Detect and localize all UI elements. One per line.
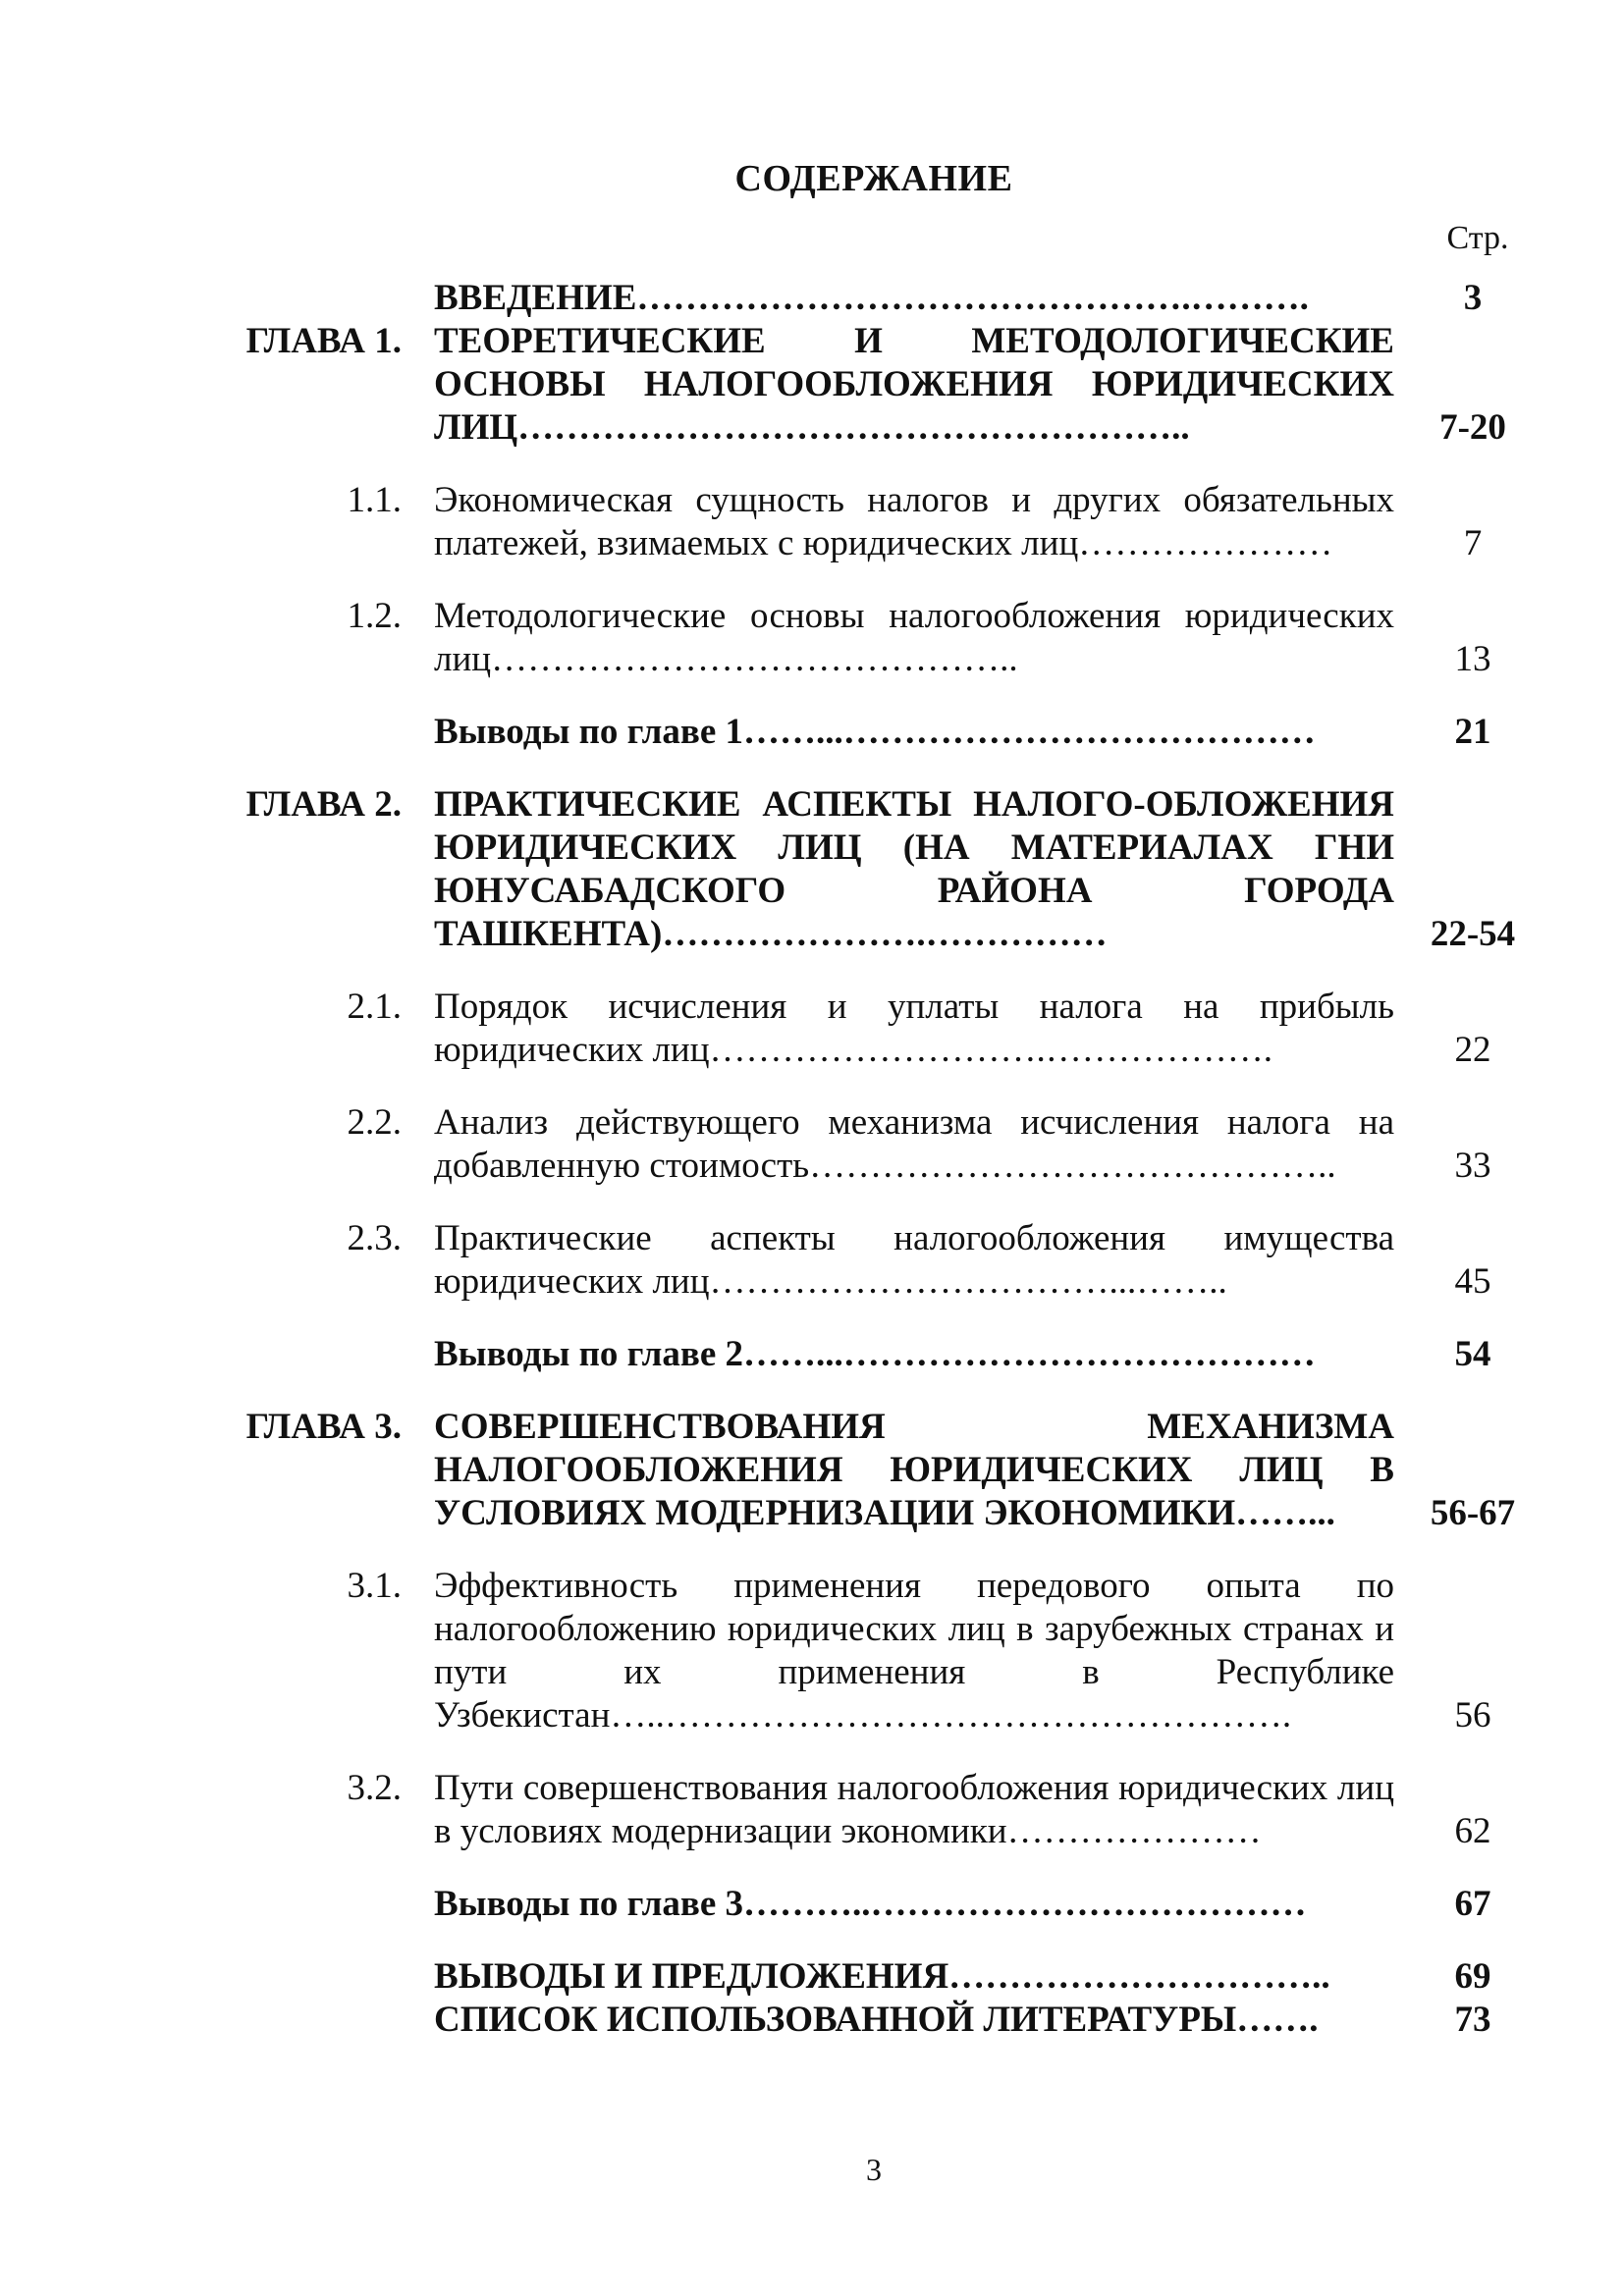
toc-entry-page: 62 [1454, 1811, 1491, 1851]
toc-entry-conclusions-and-proposals[interactable] [0, 1955, 1624, 1999]
toc-entry-page: 22 [1454, 1030, 1491, 1070]
toc-entry-section-1-1[interactable] [0, 479, 1624, 565]
toc-entry-label: 1.1. [347, 480, 402, 520]
toc-entry-conclusions-1[interactable] [0, 711, 1624, 754]
toc-entry-label: 3.2. [347, 1768, 402, 1808]
toc-entry-text: Экономическая сущность налогов и других обязательных платежей, взимаемых с юридических лиц………………… [434, 480, 1394, 563]
toc-entry-label: ГЛАВА 1. [245, 321, 402, 361]
toc-entry-text: ВЫВОДЫ И ПРЕДЛОЖЕНИЯ………………………….. [434, 1956, 1330, 1997]
toc-entry-text: Анализ действующего механизма исчисления налога на добавленную стоимость…………………………………….. [434, 1102, 1394, 1186]
toc-entry-label: 1.2. [347, 596, 402, 636]
toc-entry-text: ВВЕДЕНИЕ……………………………………….………. [434, 278, 1309, 318]
toc-entry-text: Выводы по главе 1……...………………………………… [434, 712, 1316, 752]
page-number: 3 [866, 2152, 882, 2187]
toc-entry-introduction[interactable] [0, 277, 1624, 320]
toc-entry-section-1-2[interactable] [0, 595, 1624, 681]
toc-entry-label: 2.3. [347, 1218, 402, 1258]
toc-entry-section-2-1[interactable] [0, 986, 1624, 1072]
toc-entry-text: Пути совершенствования налогообложения юридических лиц в условиях модернизации экономики………………… [434, 1768, 1394, 1851]
toc-entry-label: 3.1. [347, 1566, 402, 1606]
page-title: СОДЕРЖАНИЕ [734, 158, 1013, 199]
toc-entry-chapter-3[interactable] [0, 1406, 1624, 1535]
toc-entry-text: Порядок исчисления и уплаты налога на прибыль юридических лиц……………………….………………. [434, 987, 1394, 1070]
toc-entry-text: Методологические основы налогообложения юридических лиц…………………………………….. [434, 596, 1394, 679]
table-of-contents [0, 277, 1624, 2071]
toc-entry-text: Эффективность применения передового опыта по налогообложению юридических лиц в зарубежных странах и пути их применения в Республике Узбекистан…..……………………………………………. [434, 1566, 1394, 1735]
toc-entry-text: Выводы по главе 3………..……………………………… [434, 1884, 1307, 1924]
toc-entry-conclusions-3[interactable] [0, 1883, 1624, 1926]
toc-entry-section-2-3[interactable] [0, 1217, 1624, 1304]
toc-entry-text: ПРАКТИЧЕСКИЕ АСПЕКТЫ НАЛОГО-ОБЛОЖЕНИЯ ЮРИДИЧЕСКИХ ЛИЦ (НА МАТЕРИАЛАХ ГНИ ЮНУСАБАДСКОГО РАЙОНА ГОРОДА ТАШКЕНТА)………………….…………… [434, 784, 1394, 954]
toc-entry-text: СПИСОК ИСПОЛЬЗОВАННОЙ ЛИТЕРАТУРЫ……. [434, 2000, 1319, 2040]
toc-entry-page: 67 [1454, 1884, 1491, 1924]
toc-entry-page: 3 [1463, 278, 1483, 318]
toc-entry-page: 7 [1463, 523, 1483, 563]
toc-entry-label: ГЛАВА 3. [245, 1407, 402, 1447]
toc-entry-page: 33 [1454, 1146, 1491, 1186]
toc-entry-chapter-2[interactable] [0, 783, 1624, 956]
toc-entry-chapter-1[interactable] [0, 320, 1624, 450]
toc-entry-page: 69 [1454, 1956, 1491, 1997]
toc-entry-label: 2.1. [347, 987, 402, 1027]
toc-entry-references[interactable] [0, 1999, 1624, 2042]
toc-entry-label: ГЛАВА 2. [245, 784, 402, 825]
toc-entry-page: 54 [1454, 1334, 1491, 1374]
toc-entry-page: 21 [1454, 712, 1491, 752]
toc-entry-page: 56-67 [1430, 1493, 1516, 1533]
toc-entry-text: СОВЕРШЕНСТВОВАНИЯ МЕХАНИЗМА НАЛОГООБЛОЖЕНИЯ ЮРИДИЧЕСКИХ ЛИЦ В УСЛОВИЯХ МОДЕРНИЗАЦИИ ЭКОНОМИКИ……... [434, 1407, 1394, 1533]
toc-entry-text: Выводы по главе 2……...………………………………… [434, 1334, 1316, 1374]
toc-entry-text: ТЕОРЕТИЧЕСКИЕ И МЕТОДОЛОГИЧЕСКИЕ ОСНОВЫ НАЛОГООБЛОЖЕНИЯ ЮРИДИЧЕСКИХ ЛИЦ……………………………………………….. [434, 321, 1394, 448]
page-column-header: Стр. [1446, 220, 1509, 256]
toc-entry-text: Практические аспекты налогообложения имущества юридических лиц……………………………...…….. [434, 1218, 1394, 1302]
toc-entry-label: 2.2. [347, 1102, 402, 1143]
toc-entry-page: 22-54 [1430, 914, 1516, 954]
toc-entry-page: 56 [1454, 1695, 1491, 1735]
toc-entry-section-3-1[interactable] [0, 1565, 1624, 1737]
toc-entry-page: 7-20 [1439, 407, 1506, 448]
toc-entry-section-3-2[interactable] [0, 1767, 1624, 1853]
toc-entry-section-2-2[interactable] [0, 1101, 1624, 1188]
toc-entry-page: 13 [1454, 639, 1491, 679]
toc-entry-conclusions-2[interactable] [0, 1333, 1624, 1376]
toc-entry-page: 45 [1454, 1261, 1491, 1302]
toc-entry-page: 73 [1454, 2000, 1491, 2040]
